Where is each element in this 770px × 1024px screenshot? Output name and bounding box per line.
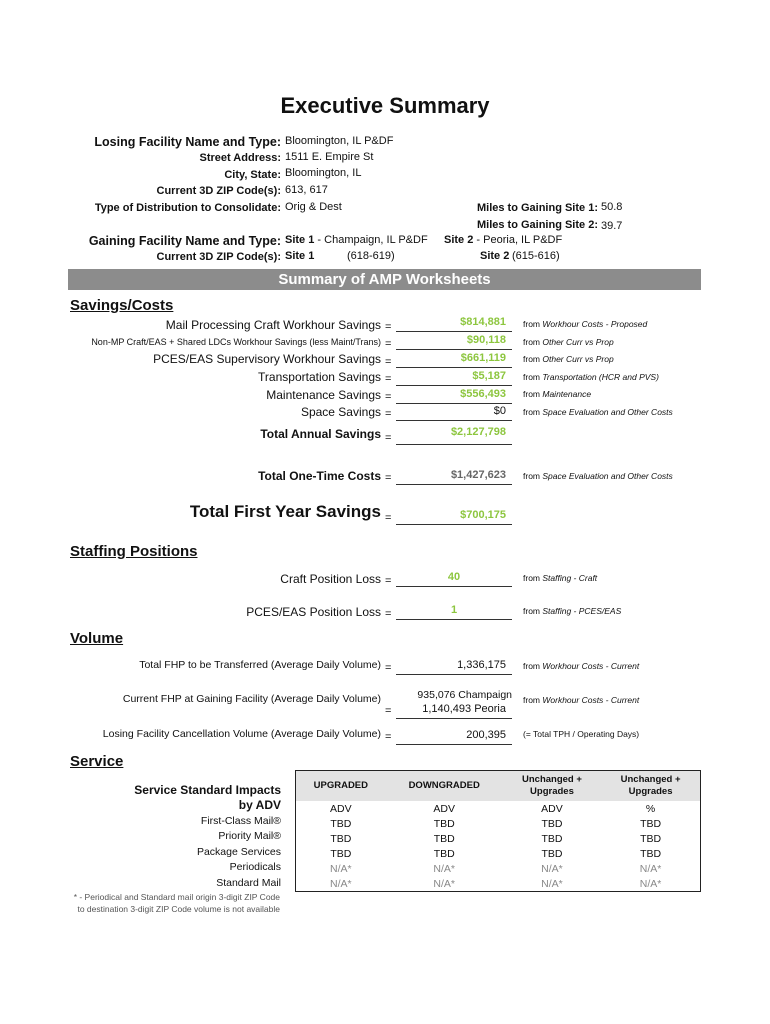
table-cell: N/A* bbox=[541, 877, 563, 890]
table-cell: N/A* bbox=[433, 877, 455, 890]
column-header-unchanged-adv: Unchanged + Upgrades bbox=[503, 771, 601, 802]
savings-source-non-mp: from Other Curr vs Prop bbox=[523, 337, 614, 347]
savings-source-space: from Space Evaluation and Other Costs bbox=[523, 407, 673, 417]
savings-label-maintenance: Maintenance Savings bbox=[266, 388, 381, 402]
equals-sign: = bbox=[385, 608, 392, 620]
savings-label-space: Space Savings bbox=[300, 405, 381, 419]
equals-sign: = bbox=[385, 356, 392, 368]
service-standard-table bbox=[295, 770, 701, 892]
section-volume: Volume bbox=[70, 630, 124, 647]
savings-value-maintenance: $556,493 bbox=[396, 388, 512, 404]
table-row bbox=[296, 876, 701, 892]
craft-position-loss-label: Craft Position Loss bbox=[280, 572, 381, 586]
craft-position-loss-value: 40 bbox=[396, 571, 512, 587]
service-heading-line2: by ADV bbox=[238, 798, 281, 812]
page-title: Executive Summary bbox=[280, 93, 490, 118]
street-address-label: Street Address: bbox=[199, 152, 281, 164]
service-row-label-first-class: First-Class Mail® bbox=[200, 815, 281, 827]
table-cell: TBD bbox=[640, 847, 662, 860]
cancellation-volume-note: (= Total TPH / Operating Days) bbox=[523, 729, 640, 739]
equals-sign: = bbox=[385, 731, 392, 743]
distribution-type-value: Orig & Dest bbox=[285, 201, 342, 213]
savings-value-non-mp: $90,118 bbox=[396, 334, 512, 350]
table-cell: ADV bbox=[541, 802, 563, 815]
table-cell: TBD bbox=[541, 832, 563, 845]
savings-value-transportation: $5,187 bbox=[396, 370, 512, 386]
gaining-facility-label: Gaining Facility Name and Type: bbox=[88, 234, 281, 248]
savings-value-mail-processing: $814,881 bbox=[396, 316, 512, 332]
table-row bbox=[296, 861, 701, 876]
total-first-year-savings-value: $700,175 bbox=[396, 509, 512, 525]
table-cell: N/A* bbox=[541, 862, 563, 875]
miles-site2-value: 39.7 bbox=[601, 220, 623, 232]
savings-value-space: $0 bbox=[396, 405, 512, 421]
equals-sign: = bbox=[385, 575, 392, 587]
savings-label-non-mp: Non-MP Craft/EAS + Shared LDCs Workhour Savings (less Maint/Trans) bbox=[91, 337, 381, 347]
service-row-label-standard: Standard Mail bbox=[216, 877, 281, 889]
gaining-zip-site1-value: (618-619) bbox=[347, 250, 395, 262]
table-cell: TBD bbox=[330, 847, 352, 860]
table-cell: TBD bbox=[541, 847, 563, 860]
pces-eas-position-loss-label: PCES/EAS Position Loss bbox=[246, 605, 381, 619]
table-cell: TBD bbox=[640, 817, 662, 830]
gaining-fhp-source: from Workhour Costs - Current bbox=[523, 695, 640, 705]
savings-source-mail-processing: from Workhour Costs - Proposed bbox=[523, 319, 648, 329]
column-header-downgraded: DOWNGRADED bbox=[386, 771, 503, 802]
table-header-row bbox=[296, 771, 701, 802]
street-address-value: 1511 E. Empire St bbox=[285, 151, 374, 163]
cancellation-volume-value: 200,395 bbox=[396, 729, 512, 745]
miles-site1-value: 50.8 bbox=[601, 201, 623, 213]
table-cell: N/A* bbox=[330, 877, 352, 890]
equals-sign: = bbox=[385, 705, 392, 717]
craft-position-loss-source: from Staffing - Craft bbox=[523, 573, 598, 583]
gaining-fhp-label: Current FHP at Gaining Facility (Average Daily Volume) bbox=[122, 693, 381, 705]
table-cell: N/A* bbox=[639, 862, 662, 875]
section-service: Service bbox=[70, 753, 124, 770]
table-cell: TBD bbox=[541, 817, 563, 830]
gaining-site2 bbox=[444, 234, 562, 246]
table-cell: TBD bbox=[433, 817, 455, 830]
equals-sign: = bbox=[385, 321, 392, 333]
equals-sign: = bbox=[385, 432, 392, 444]
table-cell: TBD bbox=[640, 832, 662, 845]
service-footnote-line1: * - Periodical and Standard mail origin 3-digit ZIP Code bbox=[73, 892, 280, 902]
service-row-label-priority: Priority Mail® bbox=[218, 830, 281, 842]
table-cell: N/A* bbox=[639, 877, 662, 890]
savings-value-pces-eas: $661,119 bbox=[396, 352, 512, 368]
column-header-upgraded: UPGRADED bbox=[296, 771, 386, 802]
table-cell: TBD bbox=[433, 832, 455, 845]
gaining-zip-site2 bbox=[480, 250, 509, 262]
table-cell: ADV bbox=[433, 802, 455, 815]
pces-eas-position-loss-source: from Staffing - PCES/EAS bbox=[523, 606, 622, 616]
gaining-site2-prefix: Site 2 bbox=[444, 234, 474, 246]
total-first-year-savings-label: Total First Year Savings bbox=[189, 502, 381, 521]
equals-sign: = bbox=[385, 662, 392, 674]
gaining-fhp-champaign: 935,076 Champaign bbox=[417, 689, 512, 701]
table-cell: TBD bbox=[330, 817, 352, 830]
miles-site2-label: Miles to Gaining Site 2: bbox=[476, 219, 598, 231]
losing-facility-value: Bloomington, IL P&DF bbox=[285, 135, 394, 147]
table-cell: TBD bbox=[433, 847, 455, 860]
section-staffing-positions: Staffing Positions bbox=[70, 543, 198, 560]
fhp-transferred-label: Total FHP to be Transferred (Average Daily Volume) bbox=[139, 659, 381, 671]
equals-sign: = bbox=[385, 373, 392, 385]
section-savings-costs: Savings/Costs bbox=[70, 297, 174, 314]
gaining-zip-site1-prefix: Site 1 bbox=[285, 250, 315, 262]
distribution-type-label: Type of Distribution to Consolidate: bbox=[94, 202, 281, 214]
equals-sign: = bbox=[385, 408, 392, 420]
equals-sign: = bbox=[385, 472, 392, 484]
service-row-label-package: Package Services bbox=[196, 846, 281, 858]
table-row bbox=[296, 831, 701, 846]
column-header-unchanged-pct: Unchanged + Upgrades bbox=[601, 771, 700, 802]
losing-zip-value: 613, 617 bbox=[285, 184, 328, 196]
service-heading-line1: Service Standard Impacts bbox=[134, 783, 281, 797]
gaining-zip-site1 bbox=[285, 250, 314, 262]
miles-site1-label: Miles to Gaining Site 1: bbox=[476, 202, 598, 214]
table-cell: N/A* bbox=[433, 862, 455, 875]
cancellation-volume-label: Losing Facility Cancellation Volume (Average Daily Volume) bbox=[102, 728, 381, 740]
summary-banner: Summary of AMP Worksheets bbox=[68, 269, 701, 290]
total-annual-savings-value: $2,127,798 bbox=[396, 426, 512, 445]
one-time-costs-source: from Space Evaluation and Other Costs bbox=[523, 471, 673, 481]
savings-source-pces-eas: from Other Curr vs Prop bbox=[523, 354, 614, 364]
total-annual-savings-label: Total Annual Savings bbox=[260, 427, 381, 441]
savings-label-mail-processing: Mail Processing Craft Workhour Savings bbox=[165, 318, 381, 332]
gaining-site1-prefix: Site 1 bbox=[285, 234, 315, 246]
table-row bbox=[296, 846, 701, 861]
fhp-transferred-value: 1,336,175 bbox=[396, 659, 512, 675]
equals-sign: = bbox=[385, 512, 392, 524]
city-state-label: City, State: bbox=[224, 169, 281, 181]
table-subheader-row bbox=[296, 801, 701, 816]
gaining-zip-site2-value: (615-616) bbox=[512, 250, 560, 262]
gaining-zip-site2-prefix: Site 2 bbox=[480, 250, 510, 262]
service-row-label-periodicals: Periodicals bbox=[229, 861, 281, 873]
savings-source-maintenance: from Maintenance bbox=[523, 389, 592, 399]
losing-facility-label: Losing Facility Name and Type: bbox=[94, 135, 281, 149]
table-cell: N/A* bbox=[330, 862, 352, 875]
losing-zip-label: Current 3D ZIP Code(s): bbox=[156, 185, 281, 197]
gaining-site1 bbox=[285, 234, 428, 246]
savings-label-transportation: Transportation Savings bbox=[258, 370, 381, 384]
city-state-value: Bloomington, IL bbox=[285, 167, 362, 179]
gaining-zip-label: Current 3D ZIP Code(s): bbox=[156, 251, 281, 263]
savings-label-pces-eas: PCES/EAS Supervisory Workhour Savings bbox=[153, 352, 381, 366]
fhp-transferred-source: from Workhour Costs - Current bbox=[523, 661, 640, 671]
table-cell: TBD bbox=[330, 832, 352, 845]
total-one-time-costs-label: Total One-Time Costs bbox=[258, 469, 381, 483]
table-cell: ADV bbox=[330, 802, 352, 815]
pces-eas-position-loss-value: 1 bbox=[396, 604, 512, 620]
table-row bbox=[296, 816, 701, 831]
savings-source-transportation: from Transportation (HCR and PVS) bbox=[523, 372, 659, 382]
service-footnote-line2: to destination 3-digit ZIP Code volume is not available bbox=[77, 904, 280, 914]
equals-sign: = bbox=[385, 338, 392, 350]
equals-sign: = bbox=[385, 391, 392, 403]
total-one-time-costs-value: $1,427,623 bbox=[396, 469, 512, 485]
gaining-fhp-peoria: 1,140,493 Peoria bbox=[396, 703, 512, 719]
gaining-site2-value: - Peoria, IL P&DF bbox=[476, 234, 563, 246]
table-cell: % bbox=[645, 802, 656, 815]
gaining-site1-value: - Champaign, IL P&DF bbox=[317, 234, 428, 246]
